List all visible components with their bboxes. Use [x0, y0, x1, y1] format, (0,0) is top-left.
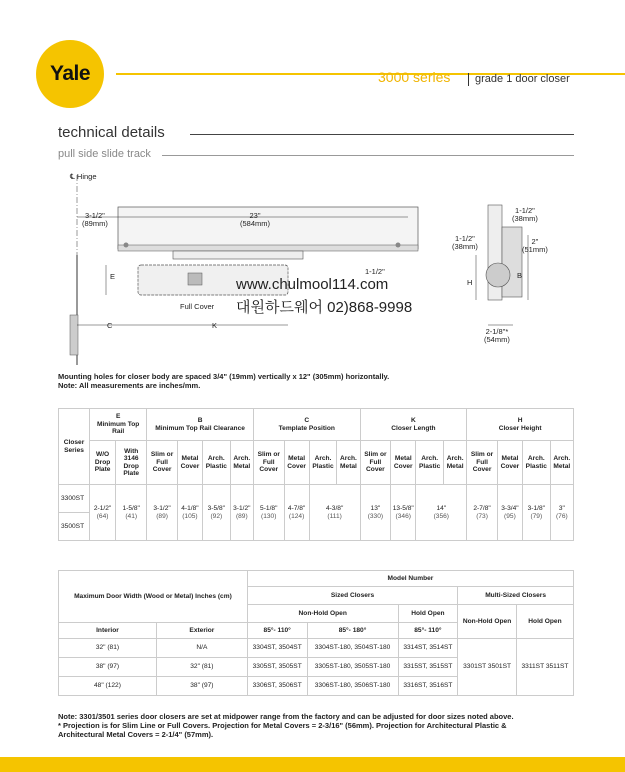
dim-1-5: 1-1/2": [365, 267, 385, 276]
label-k: K: [212, 321, 218, 330]
interior-cell: 48" (122): [59, 677, 157, 696]
sub-header: Slim or Full Cover: [253, 441, 284, 485]
sub-header: Metal Cover: [391, 441, 416, 485]
value-cell: 4-3/8" (111): [309, 485, 360, 541]
sub-header: Metal Cover: [497, 441, 522, 485]
sub-header: Arch. Plastic: [522, 441, 550, 485]
sub-header: Arch. Metal: [443, 441, 466, 485]
multi-non-hold-cell: 3301ST 3501ST: [458, 639, 517, 696]
sub-header: Arch. Metal: [230, 441, 253, 485]
section-title: technical details: [58, 124, 165, 141]
closer-series-header: Closer Series: [59, 409, 90, 485]
sub-header: Arch. Plastic: [416, 441, 444, 485]
dim-3-5: 3-1/2" (89mm): [82, 211, 108, 228]
side-dim-1-5: 1-1/2" (38mm): [512, 206, 538, 223]
sub-header: Slim or Full Cover: [360, 441, 391, 485]
label-c: C: [107, 321, 113, 330]
range-header: 85°- 180°: [307, 623, 398, 639]
watermark-phone: 대원하드웨어 02)868-9998: [236, 299, 413, 316]
group-b: B Minimum Top Rail Clearance: [147, 409, 254, 441]
value-cell: 3-1/8" (79): [522, 485, 550, 541]
value-cell: 14" (356): [416, 485, 467, 541]
value-cell: 1-5/8" (41): [116, 485, 147, 541]
range-header: 85°- 110°: [398, 623, 458, 639]
exterior-cell: N/A: [156, 639, 247, 658]
subtitle-rule: [162, 155, 574, 156]
model-cell: 3305ST, 3505ST: [247, 658, 307, 677]
exterior-cell: 38" (97): [156, 677, 247, 696]
group-k: K Closer Length: [360, 409, 467, 441]
value-cell: 5-1/8" (130): [253, 485, 284, 541]
exterior-header: Exterior: [156, 623, 247, 639]
sub-header: Slim or Full Cover: [147, 441, 178, 485]
interior-cell: 38" (97): [59, 658, 157, 677]
bottom-note: Note: 3301/3501 series door closers are set at midpower range from the factory and can be adjusted for door sizes noted above. * Projection is for Slim Line or Full Covers. Projection for Metal Covers = 2-3/16" (56mm). Projection for Architectural Plastic & Architectural Metal Covers = 2-1/4" (57mm).: [58, 712, 514, 739]
sub-header: With 3146 Drop Plate: [116, 441, 147, 485]
grade-label: grade 1 door closer: [468, 73, 570, 86]
model-cell: 3304ST, 3504ST: [247, 639, 307, 658]
side-dim-2-1-8: 2-1/8"* (54mm): [484, 327, 510, 344]
value-cell: 3" (76): [550, 485, 573, 541]
dim-23: 23" (584mm): [240, 211, 271, 228]
section-rule: [190, 134, 574, 135]
model-cell: 3305ST-180, 3505ST-180: [307, 658, 398, 677]
value-cell: 3-1/2" (89): [230, 485, 253, 541]
range-header: 85°- 110°: [247, 623, 307, 639]
hold-header: Hold Open: [398, 605, 458, 623]
model-cell: 3315ST, 3515ST: [398, 658, 458, 677]
value-cell: 2-7/8" (73): [467, 485, 498, 541]
value-cell: 3-3/4" (95): [497, 485, 522, 541]
max-door-header: Maximum Door Width (Wood or Metal) Inches (cm): [59, 571, 248, 623]
label-e: E: [110, 272, 116, 281]
watermark-url: www.chulmool114.com: [236, 276, 389, 293]
group-h: H Closer Height: [467, 409, 574, 441]
value-cell: 13" (330): [360, 485, 391, 541]
sub-header: W/O Drop Plate: [90, 441, 116, 485]
exterior-cell: 32" (81): [156, 658, 247, 677]
value-cell: 4-1/8" (105): [177, 485, 202, 541]
sub-header: Arch. Plastic: [203, 441, 231, 485]
value-cell: 3-1/2" (89): [147, 485, 178, 541]
interior-header: Interior: [59, 623, 157, 639]
multi-hold-cell: 3311ST 3511ST: [516, 639, 573, 696]
hinge-label: ℄ Hinge: [70, 172, 97, 181]
series-cell: 3300ST: [59, 485, 90, 513]
sub-header: Arch. Plastic: [309, 441, 337, 485]
value-cell: 2-1/2" (64): [90, 485, 116, 541]
label-h: H: [467, 278, 473, 287]
model-cell: 3316ST, 3516ST: [398, 677, 458, 696]
footer-bar: [0, 757, 625, 772]
model-cell: 3306ST-180, 3506ST-180: [307, 677, 398, 696]
sub-header: Arch. Metal: [337, 441, 360, 485]
multi-header: Multi-Sized Closers: [458, 587, 574, 605]
non-hold-header: Non-Hold Open: [247, 605, 398, 623]
dimensions-table: [58, 408, 574, 541]
model-table: [58, 570, 574, 696]
model-number-header: Model Number: [247, 571, 573, 587]
logo-text: Yale: [49, 62, 91, 85]
multi-hold-header: Hold Open: [516, 605, 573, 639]
section-subtitle: pull side slide track: [58, 148, 151, 160]
group-e: E Minimum Top Rail: [90, 409, 147, 441]
model-cell: 3306ST, 3506ST: [247, 677, 307, 696]
mounting-note: Mounting holes for closer body are spaced 3/4" (19mm) vertically x 12" (305mm) horizontally. Note: All measurements are inches/mm.: [58, 372, 390, 390]
side-dim-1-5b: 1-1/2" (38mm): [452, 234, 478, 251]
sub-header: Slim or Full Cover: [467, 441, 498, 485]
group-c: C Template Position: [253, 409, 360, 441]
value-cell: 4-7/8" (124): [284, 485, 309, 541]
value-cell: 13-5/8" (346): [391, 485, 416, 541]
value-cell: 3-5/8" (92): [203, 485, 231, 541]
sub-header: Metal Cover: [284, 441, 309, 485]
model-cell: 3314ST, 3514ST: [398, 639, 458, 658]
model-cell: 3304ST-180, 3504ST-180: [307, 639, 398, 658]
full-cover-label: Full Cover: [180, 302, 215, 311]
sub-header: Arch. Metal: [550, 441, 573, 485]
sized-header: Sized Closers: [247, 587, 457, 605]
sub-header: Metal Cover: [177, 441, 202, 485]
yale-logo: [36, 40, 104, 108]
series-title: 3000 series: [378, 69, 451, 85]
label-b: B: [517, 271, 523, 280]
series-cell: 3500ST: [59, 513, 90, 541]
side-dim-2: 2" (51mm): [522, 237, 548, 254]
interior-cell: 32" (81): [59, 639, 157, 658]
multi-non-hold-header: Non-Hold Open: [458, 605, 517, 639]
